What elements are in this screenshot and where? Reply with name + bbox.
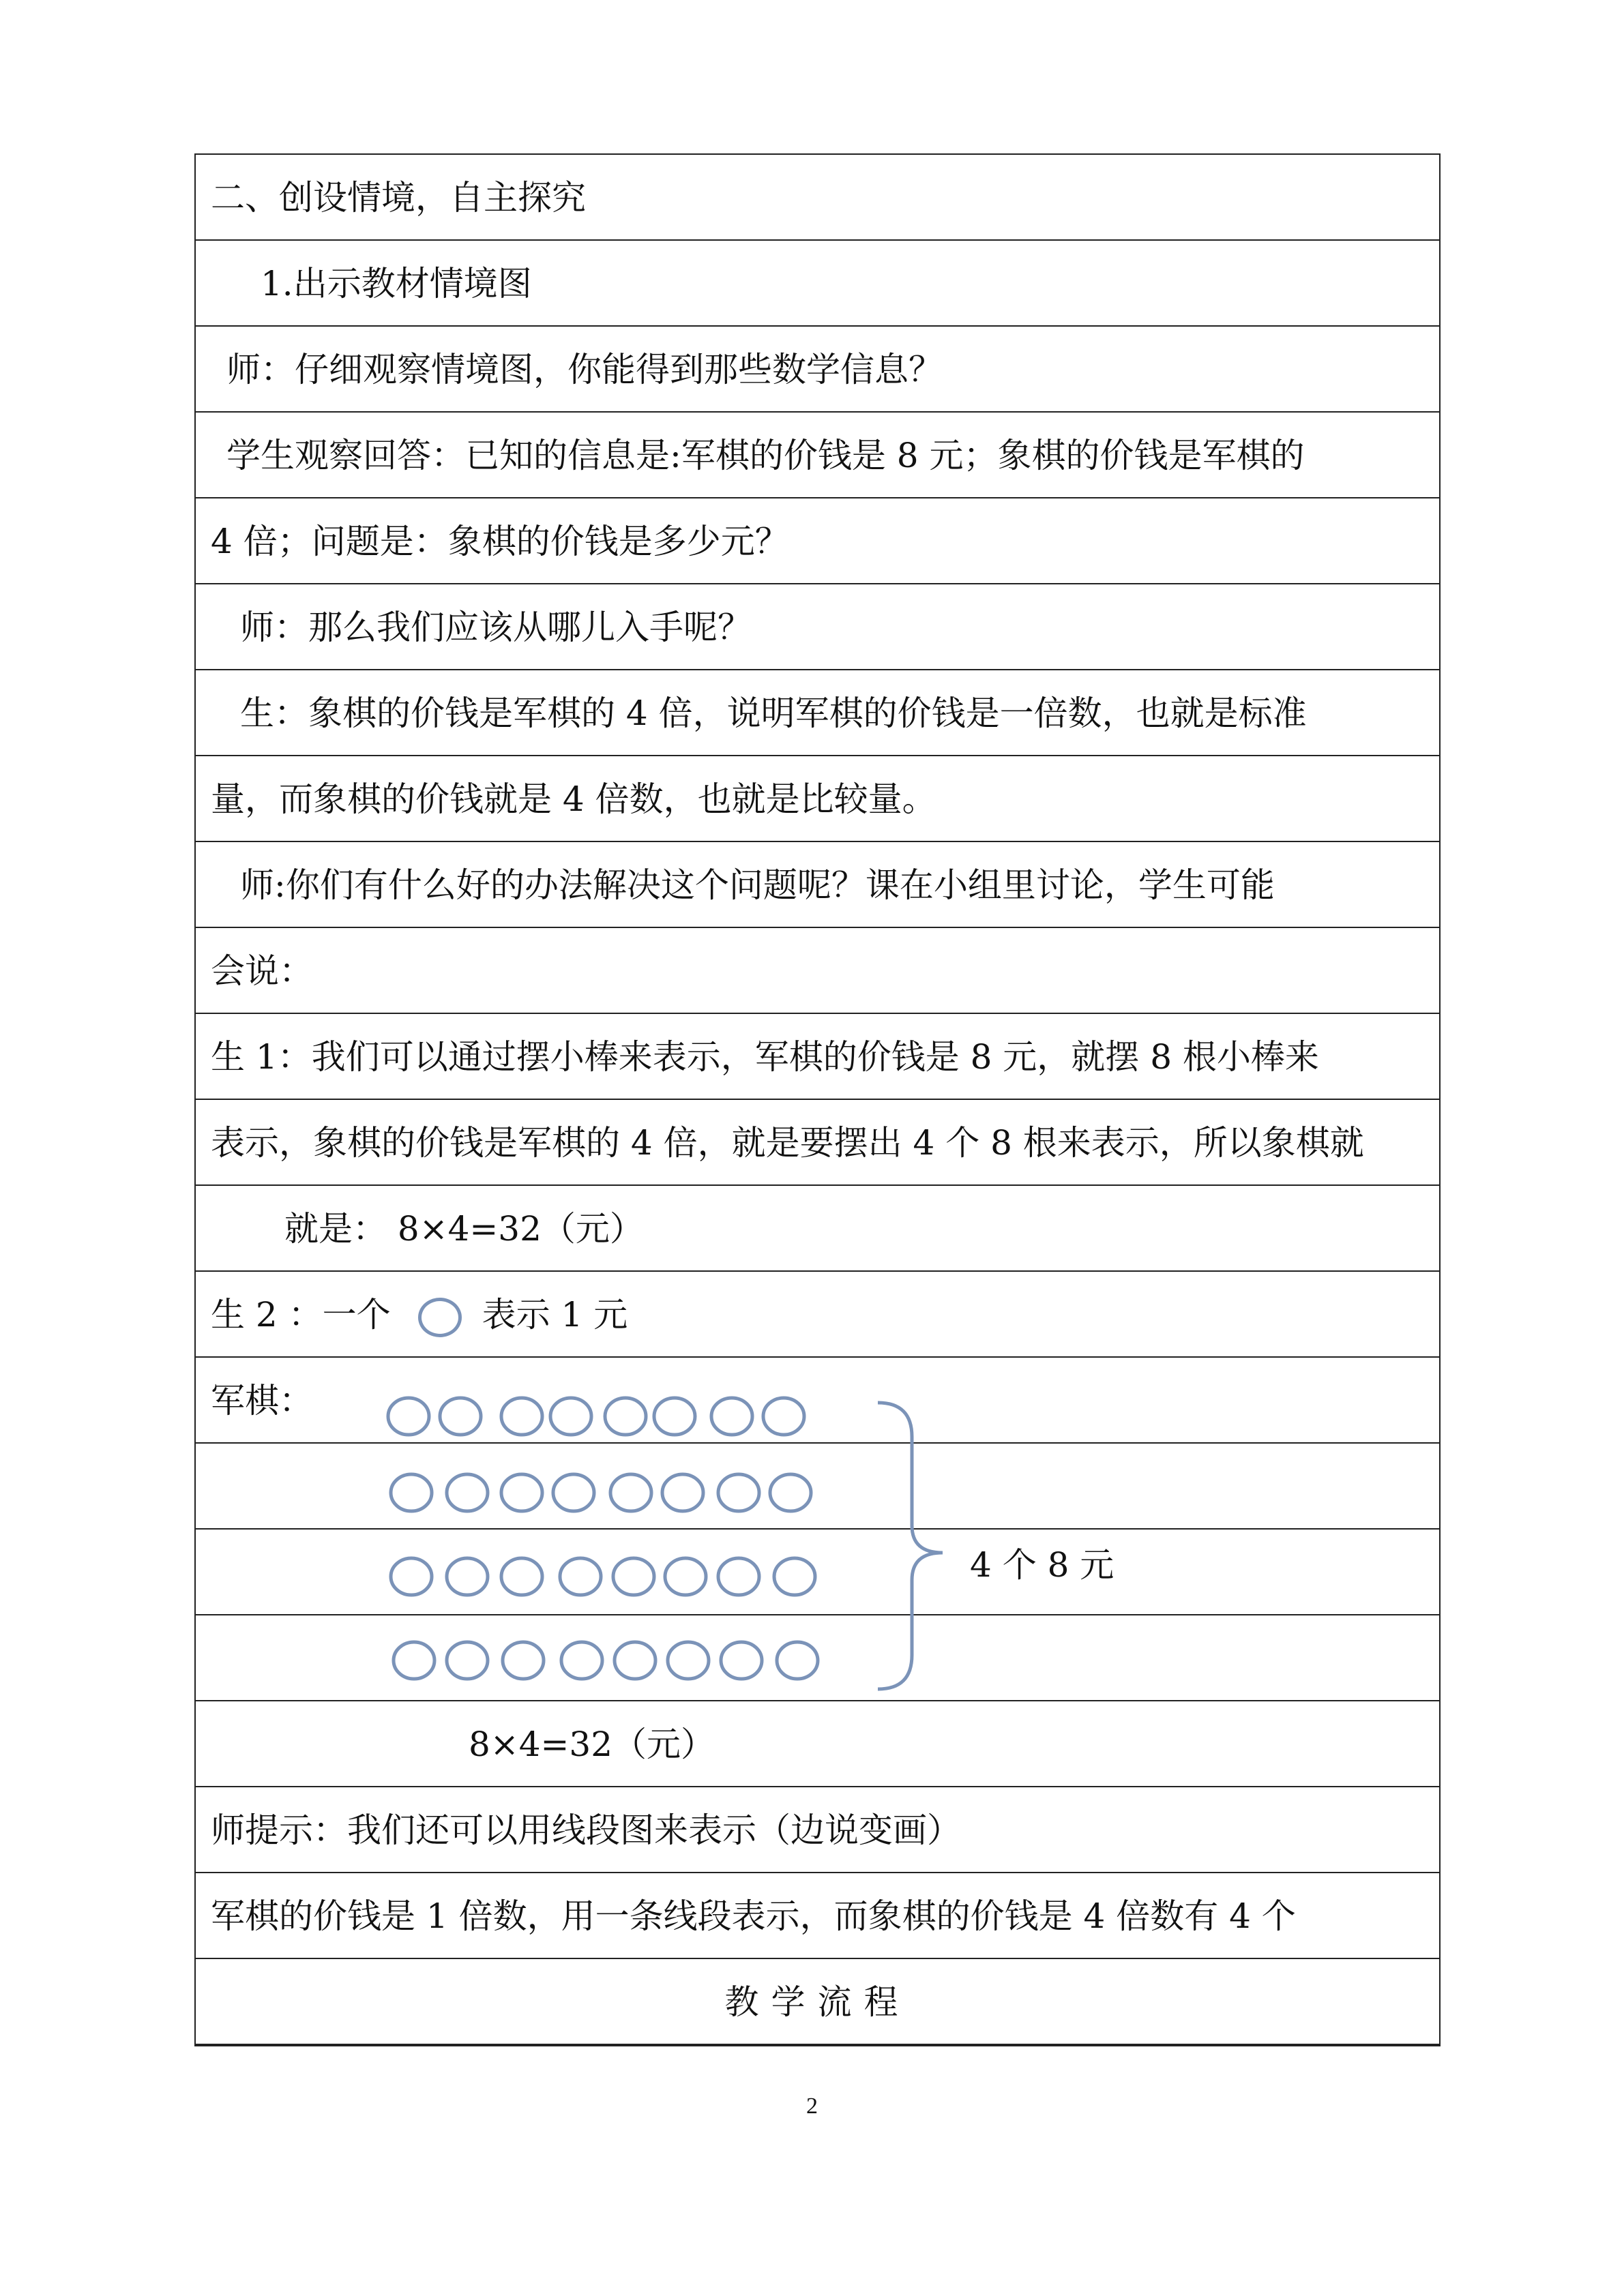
- lesson-table: [194, 153, 1441, 2046]
- coin-circle-icon: [662, 1474, 703, 1511]
- coin-circle-icon: [774, 1558, 815, 1595]
- coin-circle-icon: [718, 1474, 759, 1511]
- coin-circle-icon: [668, 1642, 709, 1679]
- circle-groups: [388, 1398, 818, 1679]
- coin-circle-icon: [501, 1398, 542, 1435]
- teacher-hint: 师提示：我们还可以用线段图来表示（边说变画）: [196, 1787, 1439, 1873]
- coin-circle-icon: [718, 1558, 759, 1595]
- circle-diagram: [196, 155, 1442, 2051]
- teacher-hint-cont: 军棋的价钱是 1 倍数，用一条线段表示，而象棋的价钱是 4 倍数有 4 个: [196, 1873, 1439, 1959]
- student1-formula: 就是： 8×4=32（元）: [196, 1186, 1439, 1272]
- student1-answer-cont: 表示，象棋的价钱是军棋的 4 倍，就是要摆出 4 个 8 根来表示，所以象棋就: [196, 1100, 1439, 1186]
- coin-circle-icon: [503, 1642, 544, 1679]
- coin-circle-icon: [615, 1642, 655, 1679]
- junqi-label: 军棋：: [211, 1381, 313, 1420]
- student1-answer: 生 1：我们可以通过摆小棒来表示，军棋的价钱是 8 元，就摆 8 根小棒来: [196, 1014, 1439, 1100]
- coin-circle-icon: [501, 1474, 542, 1511]
- page-number: 2: [806, 2093, 818, 2119]
- coin-circle-icon: [550, 1398, 591, 1435]
- diagram-formula: 8×4=32（元）: [196, 1701, 1439, 1787]
- coin-circle-icon: [553, 1474, 594, 1511]
- coin-circle-icon: [654, 1398, 695, 1435]
- step-title: 1.出示教材情境图: [196, 241, 1439, 327]
- coin-circle-icon: [447, 1558, 488, 1595]
- coin-circle-icon: [447, 1642, 488, 1679]
- teacher-question-2: 师：那么我们应该从哪儿入手呢？: [196, 584, 1439, 670]
- teacher-prompt: 师:你们有什么好的办法解决这个问题呢？课在小组里讨论，学生可能: [196, 842, 1439, 928]
- right-brace-icon: [878, 1403, 943, 1689]
- coin-circle-icon: [394, 1642, 434, 1679]
- coin-circle-icon: [440, 1398, 481, 1435]
- teacher-prompt-cont: 会说：: [196, 928, 1439, 1014]
- coin-circle-icon: [613, 1558, 654, 1595]
- coin-circle-icon: [605, 1398, 646, 1435]
- student-answer-2: 生：象棋的价钱是军棋的 4 倍，说明军棋的价钱是一倍数，也就是标准: [196, 670, 1439, 756]
- coin-circle-icon: [777, 1642, 818, 1679]
- coin-circle-icon: [763, 1398, 804, 1435]
- student-answer-2-cont: 量，而象棋的价钱就是 4 倍数，也就是比较量。: [196, 756, 1439, 842]
- coin-circle-icon: [711, 1398, 752, 1435]
- student-answer: 学生观察回答：已知的信息是:军棋的价钱是 8 元；象棋的价钱是军棋的: [196, 413, 1439, 498]
- coin-circle-icon: [501, 1558, 542, 1595]
- coin-circle-icon: [388, 1398, 429, 1435]
- coin-circle-icon: [560, 1558, 601, 1595]
- teacher-question: 师：仔细观察情境图，你能得到那些数学信息？: [196, 327, 1439, 413]
- section-footer-title: 教学流程: [196, 1959, 1439, 2045]
- coin-circle-icon: [447, 1474, 488, 1511]
- coin-circle-icon: [561, 1642, 602, 1679]
- coin-circle-icon: [391, 1474, 432, 1511]
- legend-prefix: 生 2 ：一个: [211, 1295, 391, 1335]
- coin-circle-icon: [721, 1642, 762, 1679]
- coin-circle-icon: [770, 1474, 811, 1511]
- student-answer-cont: 4 倍；问题是：象棋的价钱是多少元？: [196, 498, 1439, 584]
- coin-circle-icon: [391, 1558, 432, 1595]
- section-heading: 二、创设情境，自主探究: [196, 155, 1439, 241]
- coin-circle-icon: [610, 1474, 651, 1511]
- legend-suffix: 表示 1 元: [482, 1295, 628, 1335]
- coin-circle-icon: [665, 1558, 706, 1595]
- brace-label: 4 个 8 元: [970, 1545, 1114, 1585]
